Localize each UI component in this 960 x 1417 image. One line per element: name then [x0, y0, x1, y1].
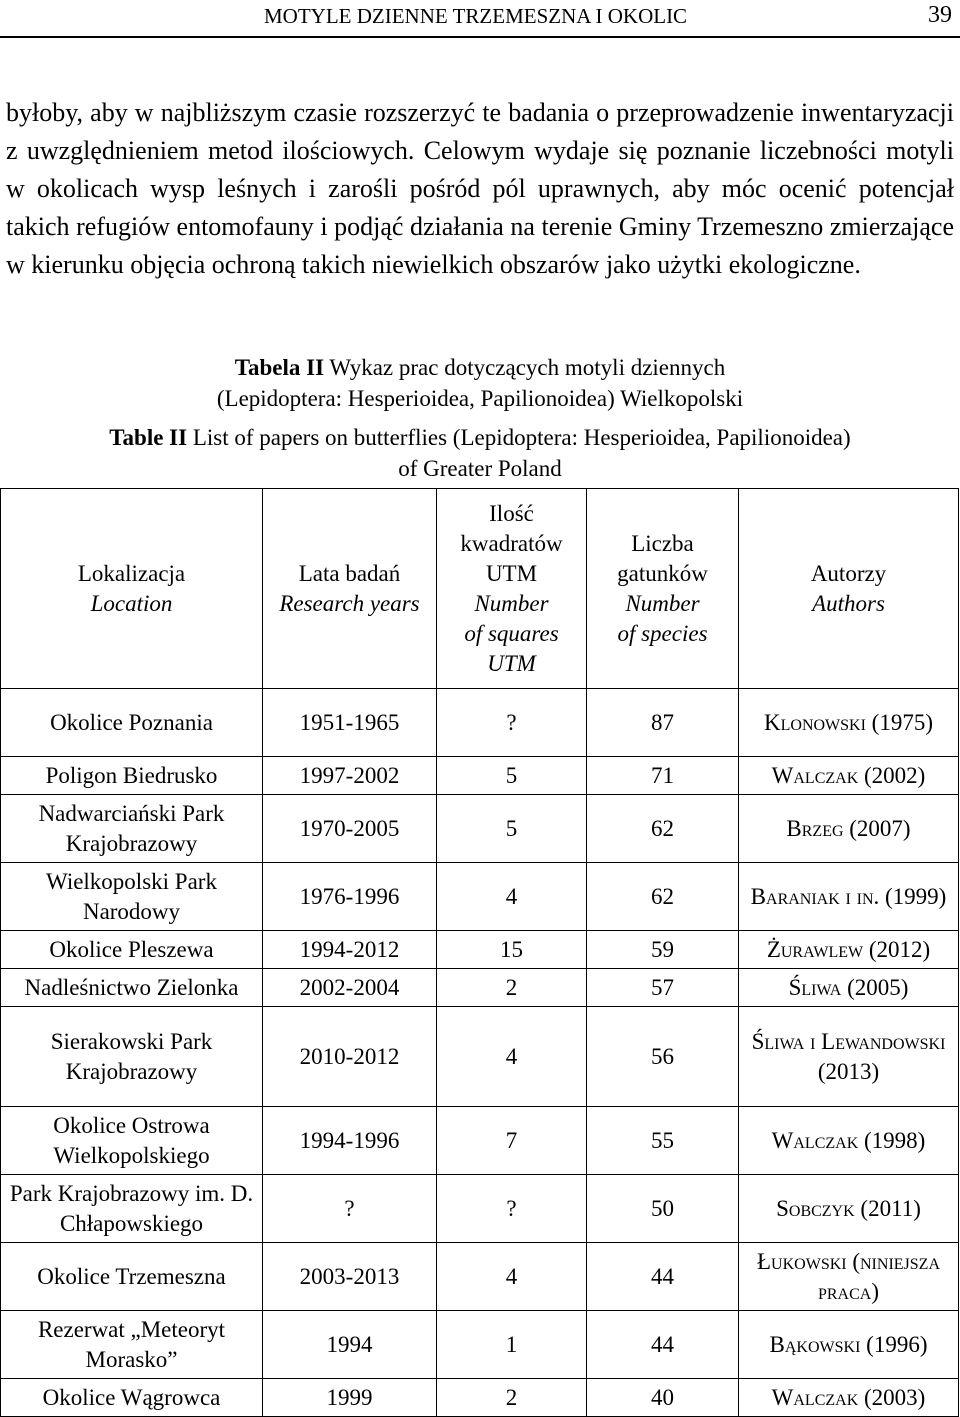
header-pl-line: kwadratów: [460, 530, 563, 556]
cell-authors: Bąkowski (1996): [739, 1311, 959, 1379]
header-pl-line: UTM: [485, 560, 538, 586]
cell-squares: 4: [437, 1007, 587, 1107]
cell-years: ?: [263, 1175, 437, 1243]
papers-table: [0, 488, 959, 1417]
table-row: [1, 1175, 959, 1243]
cell-authors: Śliwa i Lewandowski (2013): [739, 1007, 959, 1107]
cell-years: 1994: [263, 1311, 437, 1379]
header-en-line: Number: [625, 590, 700, 616]
cell-species: 59: [587, 931, 739, 969]
cell-squares: 5: [437, 795, 587, 863]
table-row: [1, 969, 959, 1007]
table-caption-en: [0, 422, 960, 484]
cell-squares: ?: [437, 1175, 587, 1243]
table-row: [1, 1311, 959, 1379]
running-title: MOTYLE DZIENNE TRZEMESZNA I OKOLIC: [264, 4, 688, 28]
header-location: [1, 489, 263, 689]
cell-species: 40: [587, 1379, 739, 1417]
cell-species: 44: [587, 1311, 739, 1379]
table-row: [1, 689, 959, 757]
cell-location: Poligon Biedrusko: [1, 757, 263, 795]
page-number: 39: [928, 2, 952, 28]
cell-species: 57: [587, 969, 739, 1007]
cell-squares: 2: [437, 969, 587, 1007]
cell-authors: Walczak (2003): [739, 1379, 959, 1417]
cell-years: 2003-2013: [263, 1243, 437, 1311]
table-row: [1, 1243, 959, 1311]
cell-authors: Sobczyk (2011): [739, 1175, 959, 1243]
header-squares: [437, 489, 587, 689]
header-years: [263, 489, 437, 689]
header-en-line: Authors: [812, 590, 885, 616]
cell-authors: Brzeg (2007): [739, 795, 959, 863]
cell-species: 71: [587, 757, 739, 795]
cell-species: 50: [587, 1175, 739, 1243]
header-pl-line: Liczba: [631, 530, 694, 556]
header-en-line: Location: [90, 590, 173, 616]
body-paragraph: byłoby, aby w najbliższym czasie rozszerzyć te badania o przeprowadzenie inwentaryzacji z uwzględnieniem metod ilościowych. Celowym wydaje się poznanie liczebności motyli w okolicach wysp leśnych i zarośli pośród pól uprawnych, aby móc ocenić potencjał takich refugiów entomofauny i podjąć działania na terenie Gminy Trzemeszno zmierzające w kierunku objęcia ochroną takich niewielkich obszarów jako użytki ekologiczne.: [6, 98, 954, 279]
cell-location: Okolice Poznania: [1, 689, 263, 757]
cell-authors: Łukowski (niniejsza praca): [739, 1243, 959, 1311]
cell-squares: 4: [437, 1243, 587, 1311]
cell-authors: Walczak (2002): [739, 757, 959, 795]
table-row: [1, 931, 959, 969]
header-rule: [0, 36, 960, 38]
cell-squares: 2: [437, 1379, 587, 1417]
header-pl-line: Lokalizacja: [77, 560, 186, 586]
cell-location: Okolice Trzemeszna: [1, 1243, 263, 1311]
cell-squares: 5: [437, 757, 587, 795]
caption-pl-line2: (Lepidoptera: Hesperioidea, Papilionoidea) Wielkopolski: [216, 386, 744, 411]
header-pl-line: gatunków: [617, 560, 708, 586]
header-species: [587, 489, 739, 689]
cell-location: Nadleśnictwo Zielonka: [1, 969, 263, 1007]
cell-authors: Śliwa (2005): [739, 969, 959, 1007]
table-caption-pl: [0, 352, 960, 414]
cell-years: 1997-2002: [263, 757, 437, 795]
header-pl-line: Autorzy: [810, 560, 887, 586]
cell-species: 62: [587, 795, 739, 863]
cell-years: 2002-2004: [263, 969, 437, 1007]
cell-species: 44: [587, 1243, 739, 1311]
cell-species: 62: [587, 863, 739, 931]
cell-authors: Żurawlew (2012): [739, 931, 959, 969]
caption-en-label: Table II: [109, 425, 188, 450]
cell-squares: 1: [437, 1311, 587, 1379]
cell-years: 2010-2012: [263, 1007, 437, 1107]
table-row: [1, 1379, 959, 1417]
caption-en-line2: of Greater Poland: [398, 456, 562, 481]
cell-years: 1976-1996: [263, 863, 437, 931]
header-en-line: of squares: [464, 620, 559, 646]
header-pl-line: Ilość: [489, 500, 534, 526]
table-row: [1, 757, 959, 795]
cell-authors: Walczak (1998): [739, 1107, 959, 1175]
cell-squares: 4: [437, 863, 587, 931]
cell-years: 1994-2012: [263, 931, 437, 969]
caption-en-line1: List of papers on butterflies (Lepidoptera: Hesperioidea, Papilionoidea): [192, 425, 851, 450]
cell-location: Sierakowski Park Krajobrazowy: [1, 1007, 263, 1107]
table-header-row: [1, 489, 959, 689]
cell-squares: 15: [437, 931, 587, 969]
cell-location: Wielkopolski Park Narodowy: [1, 863, 263, 931]
cell-years: 1970-2005: [263, 795, 437, 863]
cell-authors: Klonowski (1975): [739, 689, 959, 757]
header-authors: [739, 489, 959, 689]
caption-pl-line1: Wykaz prac dotyczących motyli dziennych: [329, 355, 726, 380]
cell-authors: Baraniak i in. (1999): [739, 863, 959, 931]
header-en-line: Research years: [279, 590, 420, 616]
cell-years: 1951-1965: [263, 689, 437, 757]
cell-species: 55: [587, 1107, 739, 1175]
cell-location: Okolice Ostrowa Wielkopolskiego: [1, 1107, 263, 1175]
header-en-line: Number: [474, 590, 549, 616]
table-row: [1, 1107, 959, 1175]
cell-location: Park Krajobrazowy im. D. Chłapowskiego: [1, 1175, 263, 1243]
cell-location: Okolice Pleszewa: [1, 931, 263, 969]
table-body: [1, 689, 959, 1417]
cell-species: 56: [587, 1007, 739, 1107]
cell-years: 1994-1996: [263, 1107, 437, 1175]
cell-location: Rezerwat „Meteoryt Morasko”: [1, 1311, 263, 1379]
cell-years: 1999: [263, 1379, 437, 1417]
caption-pl-label: Tabela II: [234, 355, 325, 380]
cell-species: 87: [587, 689, 739, 757]
header-pl-line: Lata badań: [298, 560, 401, 586]
header-en-line: UTM: [487, 650, 536, 676]
table-row: [1, 1007, 959, 1107]
cell-squares: ?: [437, 689, 587, 757]
cell-squares: 7: [437, 1107, 587, 1175]
header-en-line: of species: [617, 620, 708, 646]
cell-location: Nadwarciański Park Krajobrazowy: [1, 795, 263, 863]
table-row: [1, 863, 959, 931]
cell-location: Okolice Wągrowca: [1, 1379, 263, 1417]
table-row: [1, 795, 959, 863]
